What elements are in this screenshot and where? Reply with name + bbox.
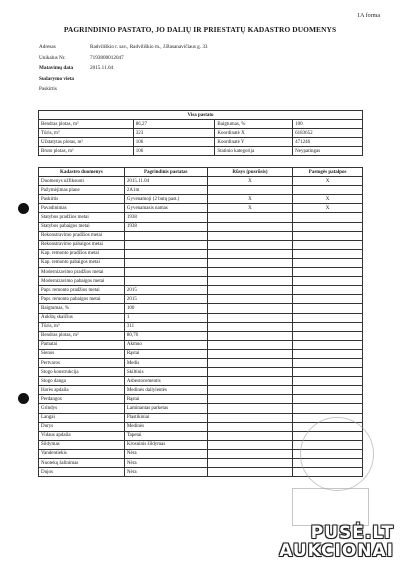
table-cell [293, 286, 363, 295]
table-row [39, 138, 363, 147]
table-cell [293, 322, 363, 331]
unique-row [39, 55, 208, 66]
stamp-seal [300, 417, 374, 491]
address-row [39, 44, 208, 55]
table-row [39, 258, 363, 267]
table-cell: Nėra [124, 449, 207, 458]
table-cell: 100 [293, 120, 363, 129]
table-cell: Kap. remonto pradžios metai [39, 249, 125, 258]
table-cell [207, 222, 293, 231]
table-cell: 86,27 [133, 120, 215, 129]
table-row [39, 120, 363, 129]
table-cell [293, 313, 363, 322]
unique-value: 7193800012047 [90, 54, 124, 61]
table-row [39, 147, 363, 156]
table-cell: 1938 [124, 213, 207, 222]
table-row [39, 304, 363, 313]
table-cell [207, 368, 293, 377]
table-row [39, 340, 363, 349]
table-cell [207, 395, 293, 404]
table-cell: Gyvenamoji (2 butų past.) [124, 195, 207, 204]
table-cell [293, 240, 363, 249]
table-cell [124, 258, 207, 267]
unique-label: Unikalus Nr. [39, 54, 66, 61]
table-cell [293, 295, 363, 304]
table-cell: X [207, 195, 293, 204]
table-cell: X [293, 204, 363, 213]
table-cell: Baigtumas, % [215, 120, 293, 129]
date-label: Matavimų data [39, 65, 74, 71]
watermark-line1: PUSĖ.LT [310, 523, 394, 543]
table-cell: Statinio kategorija [215, 147, 293, 156]
table-row [39, 313, 363, 322]
table-cell [207, 295, 293, 304]
table-cell: Tapetai [124, 431, 207, 440]
table-cell: 100 [124, 304, 207, 313]
table-cell: Modernizavimo pabaigos metai [39, 277, 125, 286]
table-cell: Plastikiniai [124, 413, 207, 422]
table-cell [207, 422, 293, 431]
document-title: PAGRINDINIO PASTATO, JO DALIŲ IR PRIESTATŲ KADASTRO DUOMENYS [63, 25, 337, 34]
table-row [39, 231, 363, 240]
table-cell [124, 249, 207, 258]
table-cell [293, 331, 363, 340]
table-cell: 1 [124, 313, 207, 322]
table-cell: Gyvenamasis namas [124, 204, 207, 213]
table-cell: 2A1m [124, 186, 207, 195]
table-row [39, 358, 363, 367]
table-cell: Nėra [124, 459, 207, 468]
table-row [39, 404, 363, 413]
table-cell: Tūris, m³ [39, 322, 125, 331]
table-cell [207, 249, 293, 258]
table-cell [293, 277, 363, 286]
table-cell: Bendras plotas, m² [39, 120, 134, 129]
purpose-row [39, 86, 208, 97]
table-row [39, 286, 363, 295]
table-cell [207, 322, 293, 331]
table-cell: Papr. remonto pabaigos metai [39, 295, 125, 304]
table-cell: Medinės [124, 422, 207, 431]
date-value: 2015.11.04 [90, 65, 114, 71]
table-cell: 106 [133, 147, 215, 156]
table-cell [124, 240, 207, 249]
date-row [39, 65, 208, 76]
table-cell [293, 249, 363, 258]
table-cell: Nėra [124, 468, 207, 477]
table-cell [293, 395, 363, 404]
table-cell: Koordinatė X [215, 129, 293, 138]
table-cell: 311 [124, 322, 207, 331]
table-cell [207, 331, 293, 340]
table-cell: Langai [39, 413, 125, 422]
table-cell: X [293, 177, 363, 186]
table-cell: Asbestocementis [124, 377, 207, 386]
table-cell [207, 468, 293, 477]
table-cell: Dujos [39, 468, 125, 477]
table-cell [207, 449, 293, 458]
watermark-logo [279, 524, 394, 560]
stamp-box [292, 488, 369, 526]
table-cell [207, 213, 293, 222]
table-cell: Rąstai [124, 349, 207, 358]
table-cell [207, 377, 293, 386]
table-cell [207, 186, 293, 195]
summary-table [38, 110, 363, 156]
table-cell: X [207, 204, 293, 213]
table-cell [207, 286, 293, 295]
table-cell [207, 413, 293, 422]
table-cell: Rekonstravimo pradžios metai [39, 231, 125, 240]
table-cell [207, 277, 293, 286]
table-cell: 2015 [124, 295, 207, 304]
table-cell: Rekonstravimo pabaigos metai [39, 240, 125, 249]
table-cell [207, 240, 293, 249]
table-cell: Aukštų skaičius [39, 313, 125, 322]
table-cell [293, 304, 363, 313]
table-cell: Medinės dailylentės [124, 386, 207, 395]
table-cell: Modernizavimo pradžios metai [39, 268, 125, 277]
table-cell [293, 222, 363, 231]
table-cell: Durys [39, 422, 125, 431]
table-cell [293, 349, 363, 358]
table-cell: Užstatytas plotas, m² [39, 138, 134, 147]
table-row [39, 186, 363, 195]
table-cell: Nuotekų šalinimas [39, 459, 125, 468]
table-cell [293, 386, 363, 395]
table-cell: Baigtumas, % [39, 304, 125, 313]
table-row [39, 222, 363, 231]
table-cell: Kap. remonto pabaigos metai [39, 258, 125, 267]
table-row [39, 177, 363, 186]
table-row [39, 204, 363, 213]
table-row [39, 413, 363, 422]
table-cell: Papr. remonto pradžios metai [39, 286, 125, 295]
watermark-line2: AUKCIONAI [279, 541, 394, 561]
table-cell [207, 440, 293, 449]
table-cell: Koordinatė Y [215, 138, 293, 147]
table-cell [207, 386, 293, 395]
table-cell: 6183652 [293, 129, 363, 138]
table-cell [293, 186, 363, 195]
table-cell: Medis [124, 358, 207, 367]
address-value: Radviliškio r. sav., Radviliškio m., J.Basanavičiaus g. 33 [90, 44, 208, 50]
table-row [39, 268, 363, 277]
table-cell: Statybos pradžios metai [39, 213, 125, 222]
table-cell: Bruto plotas, m² [39, 147, 134, 156]
punch-hole [18, 393, 29, 404]
table-cell: Vidaus apdaila [39, 431, 125, 440]
table-cell [207, 349, 293, 358]
table-cell: Statybos pabaigos metai [39, 222, 125, 231]
table-cell: Skiltinis [124, 368, 207, 377]
table-cell: Stogo konstrukcija [39, 368, 125, 377]
table-cell [207, 358, 293, 367]
table-cell: Rąstai [124, 395, 207, 404]
table-cell [293, 377, 363, 386]
details-header-cell: Kadastro duomenys [39, 168, 125, 177]
table-cell [124, 277, 207, 286]
table-cell [293, 268, 363, 277]
table-cell [124, 231, 207, 240]
table-cell: 1938 [124, 222, 207, 231]
table-row [39, 368, 363, 377]
table-cell: Perdangos [39, 395, 125, 404]
address-label: Adresas [39, 44, 56, 50]
table-cell: Pertvaros [39, 358, 125, 367]
table-cell: 106 [133, 138, 215, 147]
location-row [39, 76, 208, 87]
table-cell: Išorės apdaila [39, 386, 125, 395]
table-row [39, 395, 363, 404]
table-cell: 2015 [124, 286, 207, 295]
table-cell: Akmuo [124, 340, 207, 349]
table-row [39, 322, 363, 331]
table-cell [293, 404, 363, 413]
table-cell: Paskirtis [39, 195, 125, 204]
table-cell [207, 459, 293, 468]
table-cell: Duomenys užfiksuoti [39, 177, 125, 186]
table-cell [207, 340, 293, 349]
document-meta [39, 44, 208, 97]
table-row [39, 195, 363, 204]
table-cell: Pamatai [39, 340, 125, 349]
table-cell: Stogo danga [39, 377, 125, 386]
table-cell [207, 258, 293, 267]
table-row [39, 277, 363, 286]
table-cell: Pažymėjimas plane [39, 186, 125, 195]
table-cell: Krosninis šildymas [124, 440, 207, 449]
table-cell: 471246 [293, 138, 363, 147]
form-tag: 1A forma [357, 13, 380, 19]
table-row [39, 129, 363, 138]
table-cell [207, 313, 293, 322]
table-cell [207, 431, 293, 440]
table-row [39, 240, 363, 249]
table-cell [207, 268, 293, 277]
table-cell: Sienos [39, 349, 125, 358]
table-cell: Pavadinimas [39, 204, 125, 213]
table-cell [293, 358, 363, 367]
table-cell: Bendras plotas, m² [39, 331, 125, 340]
table-cell [207, 304, 293, 313]
table-cell [124, 268, 207, 277]
table-row [39, 377, 363, 386]
table-cell: Tūris, m³ [39, 129, 134, 138]
table-cell: 80,76 [124, 331, 207, 340]
summary-header: Visa pastato [39, 111, 363, 120]
table-cell: Šildymas [39, 440, 125, 449]
table-cell [293, 231, 363, 240]
table-cell: Neypatingas [293, 147, 363, 156]
table-cell: 323 [133, 129, 215, 138]
table-row [39, 213, 363, 222]
table-row [39, 295, 363, 304]
table-cell: X [293, 195, 363, 204]
table-cell: X [207, 177, 293, 186]
table-cell [207, 231, 293, 240]
table-cell [293, 258, 363, 267]
table-cell: Grindys [39, 404, 125, 413]
punch-hole [18, 203, 29, 214]
table-row [39, 331, 363, 340]
table-cell [293, 213, 363, 222]
table-cell [293, 368, 363, 377]
details-header-cell: Pastogės patalpos [293, 168, 363, 177]
table-cell: Vandentiekis [39, 449, 125, 458]
location-label: Sudarymo vieta [39, 75, 75, 82]
table-row [39, 386, 363, 395]
table-cell: Laminantas parketas [124, 404, 207, 413]
details-header-cell: Pagrindinis pastatas [124, 168, 207, 177]
table-cell [293, 340, 363, 349]
table-row [39, 249, 363, 258]
table-cell [207, 404, 293, 413]
table-row [39, 349, 363, 358]
purpose-label: Paskirtis [39, 86, 57, 92]
details-header-cell: Rūsys (pusrūsis) [207, 168, 293, 177]
table-cell: 2015.11.04 [124, 177, 207, 186]
